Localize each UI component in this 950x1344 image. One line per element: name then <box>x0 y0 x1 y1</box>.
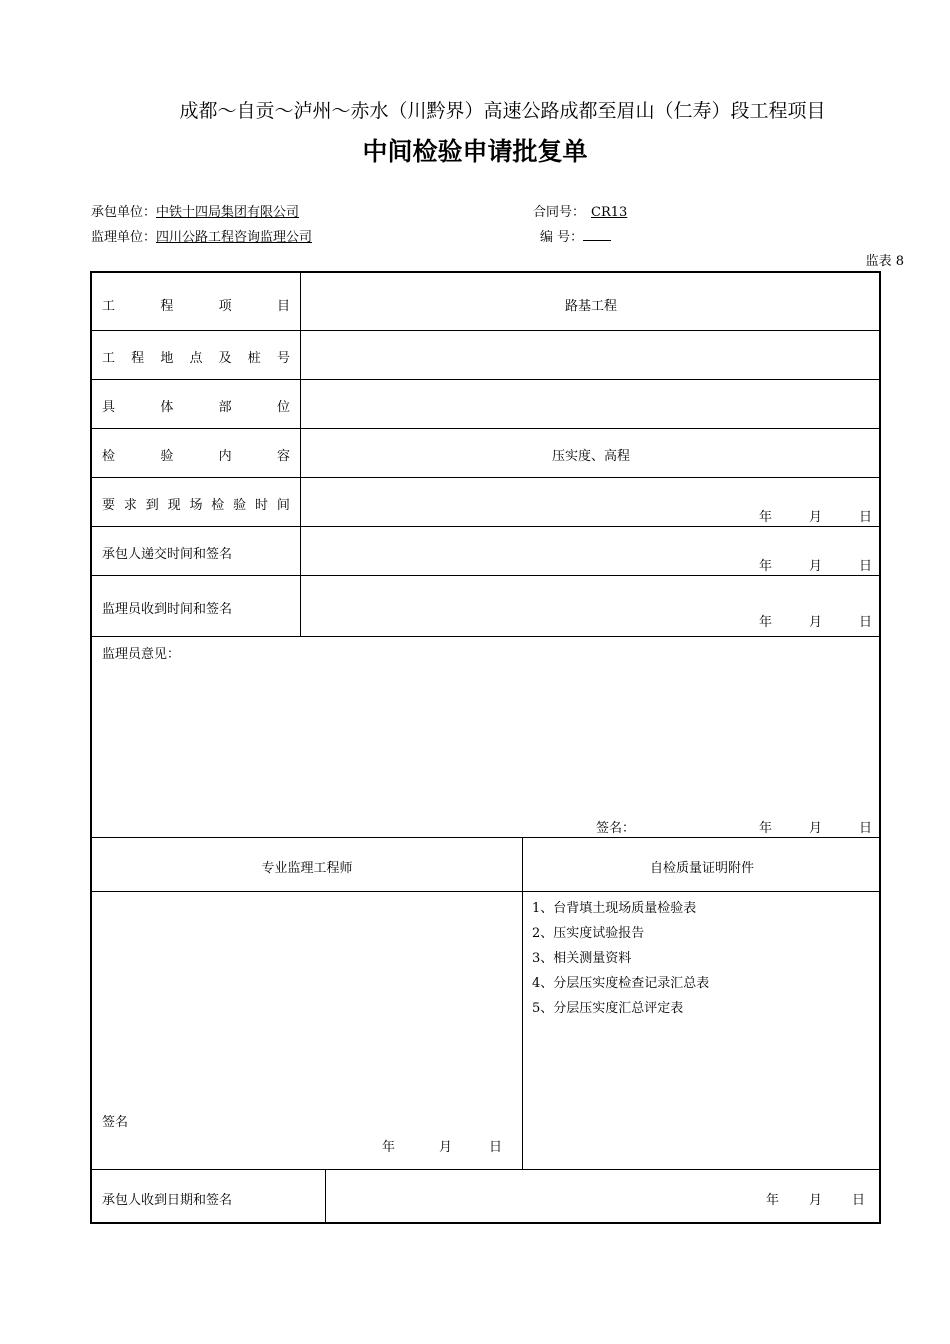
contractor-info <box>91 201 299 220</box>
supervisor-value: 四川公路工程咨询监理公司 <box>156 230 313 245</box>
attachment-item: 2、压实度试验报告 <box>532 926 645 941</box>
contract-no-label: 合同号： <box>533 205 586 220</box>
attachment-item: 3、相关测量资料 <box>532 951 632 966</box>
contract-no <box>533 201 633 220</box>
contractor-value: 中铁十四局集团有限公司 <box>156 205 300 220</box>
attachment-item: 4、分层压实度检查记录汇总表 <box>532 976 710 991</box>
content-label: 检 验 内 容 <box>102 449 290 464</box>
content-value[interactable]: 压实度、高程 <box>551 449 630 464</box>
project-item-value[interactable]: 路基工程 <box>564 299 617 314</box>
contractor-submit-label: 承包人递交时间和签名 <box>102 547 233 562</box>
sign-label: 签名： <box>596 821 636 836</box>
row-divider <box>92 526 879 527</box>
attachment-item: 1、台背填土现场质量检验表 <box>532 901 697 916</box>
inspection-form-table: 工 程 项 目 路基工程 工 程 地 点 及 桩 号 具 体 部 位 检 验 内 容 压实度、高程 要 求 到 现 场 检 验 时 间 年 月 日 承包人递交时间和签名 年 月 日 监理员收到时间和签名 年 月 日 监理员意见： 签名： 年 月 日 专业监理工程师 自检质量证明附件 签名 年 月 日 1、台背填土现场质量检验表 2、压实度试验报告 3、相关测量资料 4、分层压实度检查记录汇总表 5、分层压实度汇总评定表 承包人收到日期和签名 年 月 日 <box>90 271 881 1224</box>
serial-no-blank <box>583 230 611 241</box>
row-divider <box>92 379 879 380</box>
part-label: 具 体 部 位 <box>102 400 290 415</box>
column-divider <box>522 837 523 1169</box>
document-title: 中间检验申请批复单 <box>362 137 588 166</box>
location-label: 工 程 地 点 及 桩 号 <box>102 351 290 366</box>
column-divider <box>325 1169 326 1224</box>
supervisor-receive-label: 监理员收到时间和签名 <box>102 602 233 617</box>
engineer-header: 专业监理工程师 <box>261 861 353 876</box>
row-divider <box>92 1169 879 1170</box>
contract-no-value: CR13 <box>591 205 628 220</box>
supervisor-opinion-label: 监理员意见： <box>102 647 181 662</box>
engineer-sign-label: 签名 <box>102 1115 129 1130</box>
row-divider <box>92 891 879 892</box>
serial-no <box>540 226 611 245</box>
required-time-label: 要 求 到 现 场 检 验 时 间 <box>102 498 290 513</box>
row-divider <box>92 837 879 838</box>
row-divider <box>92 330 879 331</box>
row-divider <box>92 428 879 429</box>
form-number: 监表 8 <box>865 254 904 269</box>
supervisor-info <box>91 226 312 245</box>
supervisor-label: 监理单位： <box>91 230 157 245</box>
row-divider <box>92 477 879 478</box>
contractor-label: 承包单位： <box>91 205 157 220</box>
project-item-label: 工 程 项 目 <box>102 299 290 314</box>
row-divider <box>92 636 879 637</box>
contractor-receive-label: 承包人收到日期和签名 <box>102 1193 233 1208</box>
project-title: 成都～自贡～泸州～赤水（川黔界）高速公路成都至眉山（仁寿）段工程项目 <box>179 100 826 122</box>
attachment-item: 5、分层压实度汇总评定表 <box>532 1001 684 1016</box>
row-divider <box>92 575 879 576</box>
serial-no-label: 编 号： <box>540 230 584 245</box>
attachments-header: 自检质量证明附件 <box>649 861 754 876</box>
